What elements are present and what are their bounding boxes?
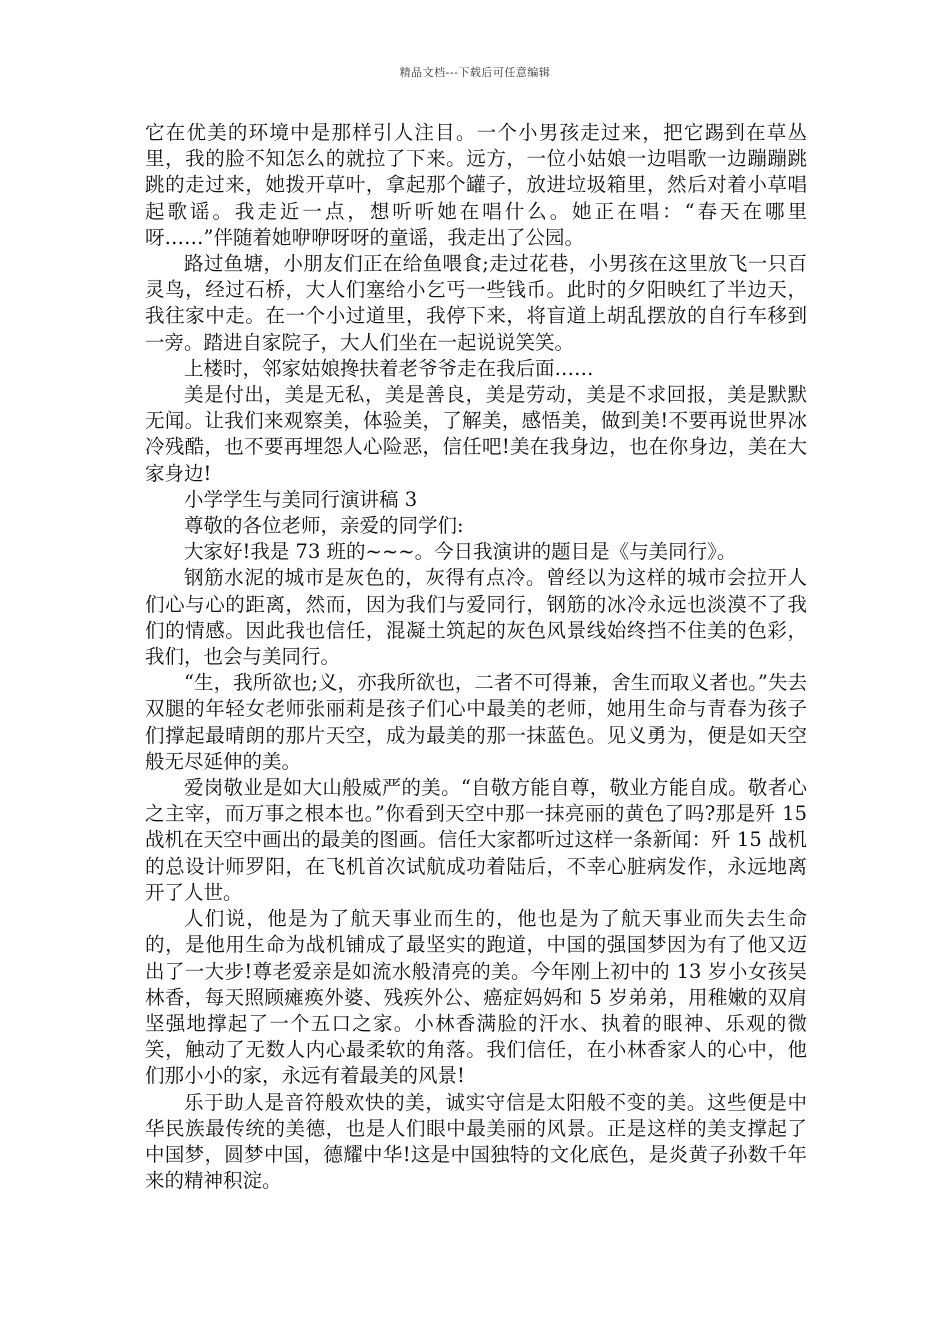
paragraph: 它在优美的环境中是那样引人注目。一个小男孩走过来，把它踢到在草丛里，我的脸不知怎么的就拉了下来。远方，一位小姑娘一边唱歌一边蹦蹦跳跳的走过来，她拨开草叶，拿起那个罐子，放进垃圾箱里，然后对着小草唱起歌谣。我走近一点，想听听她在唱什么。她正在唱：“春天在哪里呀……”伴随着她咿咿呀呀的童谣，我走出了公园。 bbox=[145, 121, 807, 249]
paragraph: 人们说，他是为了航天事业而生的，他也是为了航天事业而失去生命的，是他用生命为战机铺成了最坚实的跑道，中国的强国梦因为有了他又迈出了一大步!尊老爱亲是如流水般清亮的美。今年刚上初中的 13 岁小女孩吴林香，每天照顾瘫痪外婆、残疾外公、癌症妈妈和 5 岁弟弟，用稚嫩的双肩坚强地撑起了一个五口之家。小林香满脸的汗水、执着的眼神、乐观的微笑，触动了无数人内心最柔软的角落。我们信任，在小林香家人的心中，他们那小小的家，永远有着最美的风景! bbox=[145, 907, 807, 1088]
section-title: 小学学生与美同行演讲稿 3 bbox=[184, 487, 418, 511]
paragraph: 路过鱼塘，小朋友们正在给鱼喂食;走过花巷，小男孩在这里放飞一只百灵鸟，经过石桥，大人们塞给小乞丐一些钱币。此时的夕阳映红了半边天，我往家中走。在一个小过道里，我停下来，将盲道上胡乱摆放的自行车移到一旁。踏进自家院子，大人们坐在一起说说笑笑。 bbox=[145, 252, 807, 354]
paragraph: 钢筋水泥的城市是灰色的，灰得有点冷。曾经以为这样的城市会拉开人们心与心的距离，然而，因为我们与爱同行，钢筋的冰冷永远也淡漠不了我们的情感。因此我也信任，混凝土筑起的灰色风景线始终挡不住美的色彩，我们，也会与美同行。 bbox=[145, 566, 807, 669]
paragraph: 大家好!我是 73 班的~~~。今日我演讲的题目是《与美同行》。 bbox=[184, 540, 737, 564]
document-body bbox=[145, 120, 807, 1194]
paragraph: 乐于助人是音符般欢快的美，诚实守信是太阳般不变的美。这些便是中华民族最传统的美德，也是人们眼中最美丽的风景。正是这样的美支撑起了中国梦，圆梦中国，德耀中华!这是中国独特的文化底色，是炎黄子孙数千年来的精神积淀。 bbox=[145, 1090, 807, 1193]
paragraph: 爱岗敬业是如大山般威严的美。“自敬方能自尊，敬业方能自成。敬者心之主宰，而万事之根本也。”你看到天空中那一抹亮丽的黄色了吗?那是歼 15 战机在天空中画出的最美的图画。信任大家都听过这样一条新闻：歼 15 战机的总设计师罗阳，在飞机首次试航成功着陆后，不幸心脏病发作，永远地离开了人世。 bbox=[145, 776, 807, 904]
salutation: 尊敬的各位老师，亲爱的同学们: bbox=[184, 514, 464, 538]
paragraph: 上楼时，邻家姑娘搀扶着老爷爷走在我后面…… bbox=[184, 356, 594, 380]
page-header: 精品文档---下载后可任意编辑 bbox=[399, 66, 551, 79]
paragraph: 美是付出，美是无私，美是善良，美是劳动，美是不求回报，美是默默无闻。让我们来观察美，体验美，了解美，感悟美，做到美!不要再说世界冰冷残酷，也不要再埋怨人心险恶，信任吧!美在我身边，也在你身边，美在大家身边! bbox=[145, 383, 807, 485]
paragraph: “生，我所欲也;义，亦我所欲也，二者不可得兼，舍生而取义者也。”失去双腿的年轻女老师张丽莉是孩子们心中最美的老师，她用生命与青春为孩子们撑起最晴朗的那片天空，成为最美的那一抹蓝色。见义勇为，便是如天空般无尽延伸的美。 bbox=[145, 671, 807, 773]
